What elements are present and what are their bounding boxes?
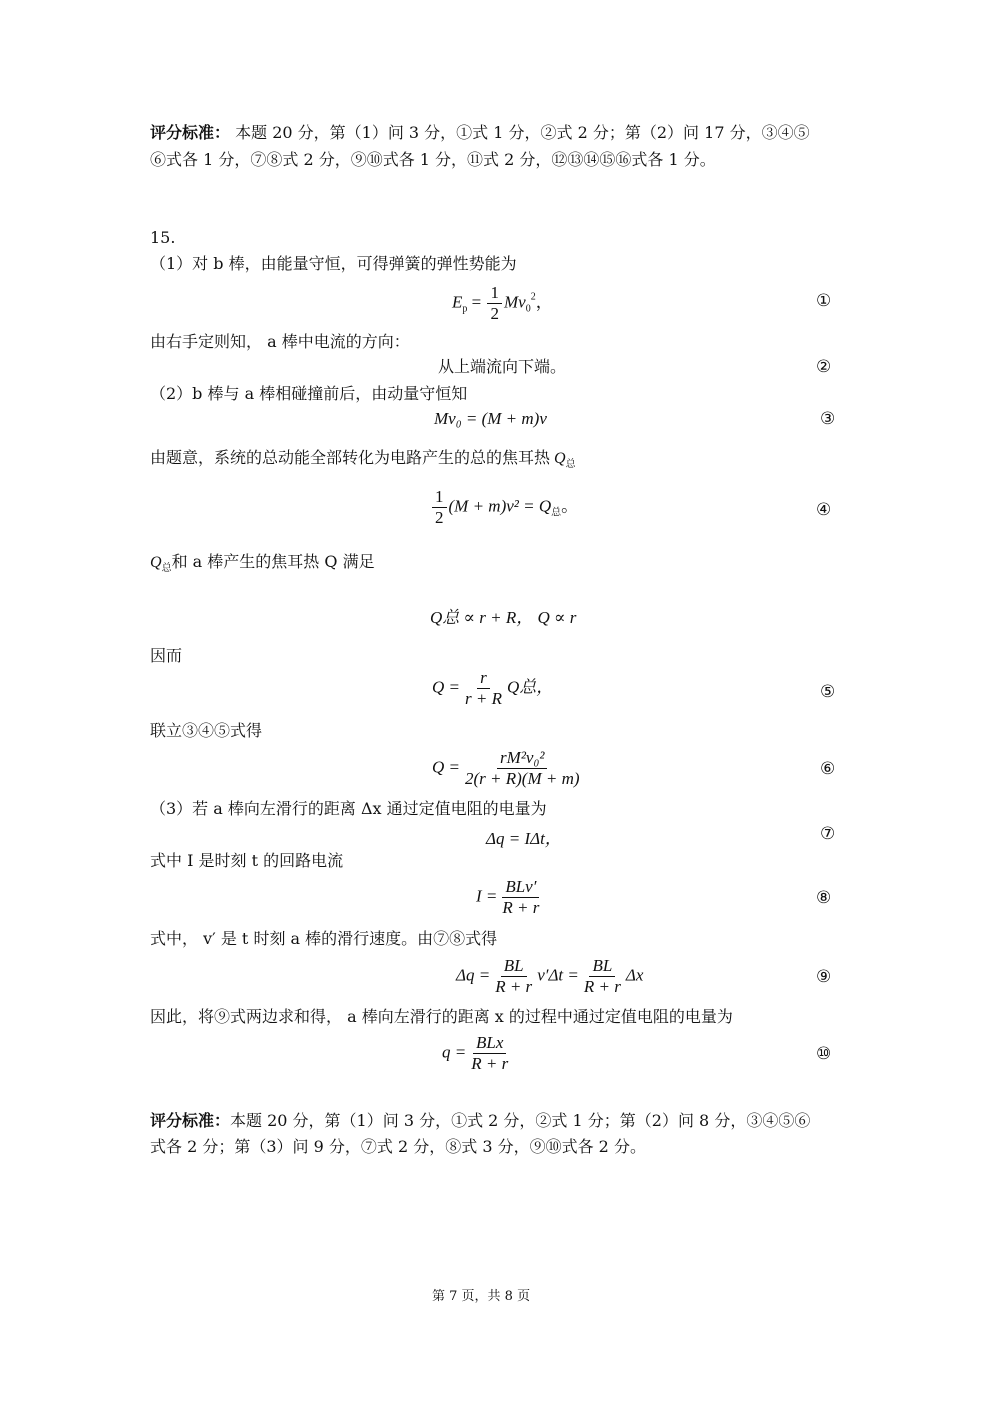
equation-4: $\frac{1}{2}$ $(M + m)v^2 = Q_总$。 [430,488,578,527]
paragraph-1: （1）对 b 棒，由能量守恒，可得弹簧的弹性势能为 [150,254,517,273]
equation-number-8: ⑧ [816,888,832,908]
grading-line-2: ⑥式各 1 分，⑦⑧式 2 分，⑨⑩式各 1 分，⑪式 2 分，⑫⑬⑭⑮⑯式各 1 分。 [150,150,716,169]
grading-line-3 [150,1111,810,1131]
equation-number-4: ④ [816,500,832,520]
equation-number-2: ② [816,357,832,377]
equation-number-1: ① [816,291,832,311]
paragraph-8: 联立③④⑤式得 [150,721,263,740]
problem-number: 15. [150,228,176,247]
equation-number-3: ③ [820,409,836,429]
paragraph-9: （3）若 a 棒向左滑行的距离 Δx 通过定值电阻的电量为 [150,799,547,818]
proportional-relation: Q总 ∝ r + R， Q ∝ r [430,608,577,627]
paragraph-10: 式中 I 是时刻 t 的回路电流 [150,851,344,870]
paragraph-7: 因而 [150,646,183,665]
equation-9: Δq = $\frac{BL}{R + r}$ v′Δt = $\frac{BL}{R + r}$ Δx [456,956,644,996]
page-footer: 第 7 页，共 8 页 [432,1289,531,1304]
equation-number-10: ⑩ [816,1044,832,1064]
paragraph-3: 从上端流向下端。 [438,357,567,376]
equation-number-6: ⑥ [820,759,836,779]
grading-line-4: 式各 2 分；第（3）问 9 分，⑦式 2 分，⑧式 3 分，⑨⑩式各 2 分。 [150,1137,646,1156]
grading-label: 评分标准： [150,1111,231,1130]
paragraph-2: 由右手定则知， a 棒中电流的方向： [150,332,410,351]
paragraph-4: （2）b 棒与 a 棒相碰撞前后，由动量守恒知 [150,384,468,403]
equation-7: Δq = IΔt， [486,829,562,848]
grading-line-1 [150,123,810,143]
equation-number-9: ⑨ [816,967,832,987]
equation-5: Q = $\frac{r}{r + R}$ Q总， [432,668,554,708]
paragraph-5: 由题意，系统的总动能全部转化为电路产生的总的焦耳热 $Q_总$ [150,448,576,470]
paragraph-12: 因此，将⑨式两边求和得， a 棒向左滑行的距离 x 的过程中通过定值电阻的电量为 [150,1007,733,1026]
paragraph-11: 式中， v′ 是 t 时刻 a 棒的滑行速度。由⑦⑧式得 [150,929,498,948]
equation-1: $E_p$ = $\frac{1}{2}$ $Mv_0^2$， [452,283,553,323]
equation-6: Q = $\frac{\text{rM²v₀²}}{2(r + R)(M + m)}$ [432,748,580,788]
equation-8: I = $\frac{\text{BLv′}}{R + r}$ [476,877,540,917]
equation-3: Mv₀ = (M + m)v [434,409,547,428]
grading-label: 评分标准： [150,123,231,142]
grading-text: 本题 20 分，第（1）问 3 分，①式 2 分，②式 1 分；第（2）问 8 分，③④⑤⑥ [230,1111,811,1130]
grading-text: 本题 20 分，第（1）问 3 分，①式 1 分，②式 2 分；第（2）问 17 分，③④⑤ [230,123,810,142]
equation-10: q = $\frac{\text{BLx}}{R + r}$ [442,1033,509,1073]
paragraph-6: $Q_总$和 a 棒产生的焦耳热 Q 满足 [150,552,375,574]
equation-number-5: ⑤ [820,682,836,702]
equation-number-7: ⑦ [820,824,836,844]
